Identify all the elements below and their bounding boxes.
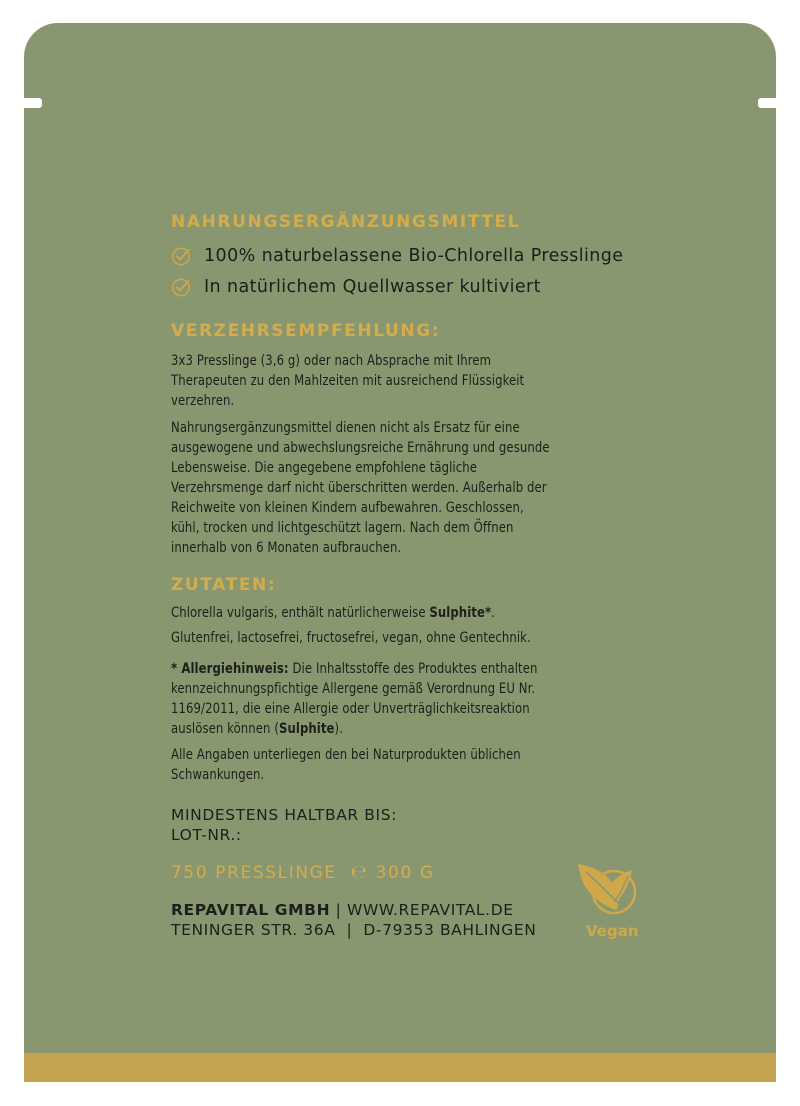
check-item-text: 100% naturbelassene Bio-Chlorella Presslinge (204, 245, 624, 266)
allergen-bold: Sulphite* (429, 605, 492, 621)
lot-number-label: LOT-NR.: (171, 826, 242, 844)
allergy-text: auslösen können ( (171, 721, 279, 737)
vegan-leaf-icon (574, 858, 646, 922)
variation-note (171, 745, 691, 785)
allergy-line (171, 719, 649, 739)
allergy-line: kennzeichnungspfichtige Allergene gemäß Verordnung EU Nr. (171, 681, 536, 697)
allergy-line (171, 659, 649, 679)
dosage-paragraph (171, 351, 691, 411)
vegan-badge (574, 858, 646, 944)
allergy-line: 1169/2011, die eine Allergie oder Unverträglichkeitsreaktion (171, 701, 530, 717)
text-line: Therapeuten zu den Mahlzeiten mit ausreichend Flüssigkeit (171, 373, 525, 389)
text-line: verzehren. (171, 393, 235, 409)
best-before-label: MINDESTENS HALTBAR BIS: (171, 806, 397, 824)
note-line: Schwankungen. (171, 767, 265, 783)
manufacturer-block (171, 900, 536, 940)
warning-paragraph (171, 418, 691, 558)
address-line (171, 920, 536, 940)
net-quantity (171, 861, 435, 883)
check-circle-icon (171, 246, 191, 266)
separator: | (335, 901, 342, 919)
allergy-label: * Allergiehinweis: (171, 661, 289, 677)
estimated-sign: ℮ (350, 861, 369, 883)
ingredients-text: Chlorella vulgaris, enthält natürlicherweise (171, 605, 430, 621)
check-item (171, 240, 691, 271)
heading-supplement: NAHRUNGSERGÄNZUNGSMITTEL (171, 212, 521, 232)
check-item-text: In natürlichem Quellwasser kultiviert (204, 276, 541, 297)
check-item (171, 271, 691, 302)
company-name: REPAVITAL GMBH (171, 901, 331, 919)
quantity-count: 750 PRESSLINGE (171, 863, 337, 883)
allergy-notice (171, 659, 691, 739)
separator: | (346, 921, 353, 939)
note-line: Alle Angaben unterliegen den bei Naturprodukten üblichen (171, 747, 521, 763)
allergy-text: Die Inhaltsstoffe des Produktes enthalten (288, 661, 538, 677)
company-line (171, 900, 536, 920)
text-line: Reichweite von kleinen Kindern aufbewahren. Geschlossen, (171, 500, 524, 516)
text-line: innerhalb von 6 Monaten aufbrauchen. (171, 540, 402, 556)
check-circle-icon (171, 277, 191, 297)
ingredients-line (171, 603, 649, 623)
ingredients-block (171, 603, 691, 648)
gold-bottom-band (24, 1053, 776, 1082)
tear-notch-left (24, 98, 42, 108)
text-line: Verzehrsmenge darf nicht überschritten werden. Außerhalb der (171, 480, 547, 496)
best-before-block (171, 805, 397, 845)
feature-checklist (171, 240, 691, 302)
website-link[interactable]: WWW.REPAVITAL.DE (347, 901, 514, 919)
address-city: D-79353 BAHLINGEN (363, 921, 537, 939)
quantity-weight: 300 G (375, 863, 435, 883)
text-line: kühl, trocken und lichtgeschützt lagern. Nach dem Öffnen (171, 520, 514, 536)
address-street: TENINGER STR. 36A (171, 921, 336, 939)
allergen-bold: Sulphite (278, 721, 335, 737)
free-from-line: Glutenfrei, lactosefrei, fructosefrei, vegan, ohne Gentechnik. (171, 630, 531, 646)
text-line: ausgewogene und abwechslungsreiche Ernährung und gesunde (171, 440, 550, 456)
text-line: Lebensweise. Die angegebene empfohlene tägliche (171, 460, 478, 476)
tear-notch-right (758, 98, 776, 108)
heading-ingredients: ZUTATEN: (171, 575, 277, 595)
text-line: Nahrungsergänzungsmittel dienen nicht als Ersatz für eine (171, 420, 520, 436)
punctuation: . (491, 605, 495, 621)
punctuation: ). (334, 721, 344, 737)
text-line: 3x3 Presslinge (3,6 g) oder nach Absprache mit Ihrem (171, 353, 492, 369)
vegan-label: Vegan (586, 922, 639, 940)
heading-dosage: VERZEHRSEMPFEHLUNG: (171, 321, 441, 341)
